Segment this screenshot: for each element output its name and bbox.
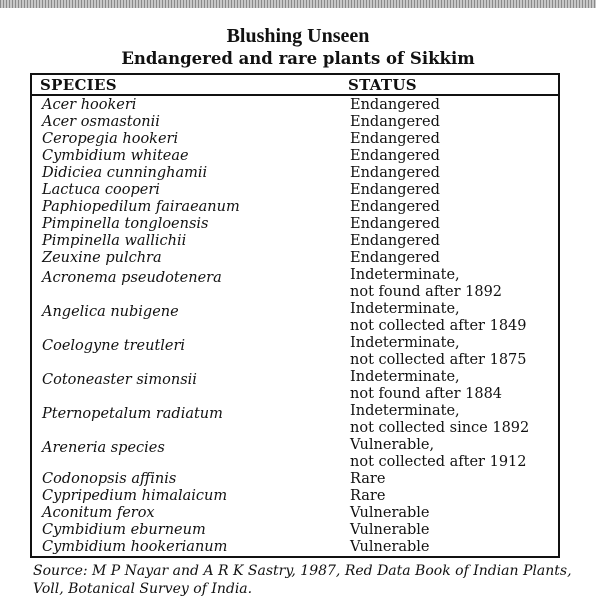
- status-line: Endangered: [350, 250, 440, 266]
- species-name: Zeuxine pulchra: [42, 250, 162, 266]
- status-line: Endangered: [350, 165, 440, 181]
- table-body: [32, 97, 558, 556]
- status-line: Endangered: [350, 216, 440, 232]
- page-title: Blushing Unseen: [226, 25, 370, 47]
- status-line: Indeterminate,: [350, 267, 460, 283]
- status-value: [350, 335, 558, 369]
- status-line: not found after 1884: [350, 386, 503, 402]
- species-name: Cotoneaster simonsii: [42, 372, 197, 388]
- species-status-table: [30, 73, 560, 558]
- species-name: Didiciea cunninghamii: [42, 165, 208, 181]
- table-row: [32, 165, 558, 182]
- status-value: [350, 369, 558, 403]
- species-name: Ceropegia hookeri: [42, 131, 179, 147]
- status-line: Rare: [350, 471, 386, 487]
- species-name: Coelogyne treutleri: [42, 338, 186, 354]
- table-row: [32, 488, 558, 505]
- species-name: Angelica nubigene: [42, 304, 179, 320]
- table-row: [32, 148, 558, 165]
- source-citation: Source: M P Nayar and A R K Sastry, 1987, Red Data Book of Indian Plants, Voll, Botanical Survey of India.: [33, 563, 572, 597]
- status-value: [350, 97, 558, 114]
- table-row: [32, 233, 558, 250]
- table-row: [32, 335, 558, 369]
- species-name: Pimpinella wallichii: [42, 233, 187, 249]
- status-line: Vulnerable: [350, 522, 430, 538]
- table-row: [32, 301, 558, 335]
- status-value: [350, 250, 558, 267]
- status-value: [350, 182, 558, 199]
- status-line: not collected after 1912: [350, 454, 527, 470]
- species-name: Cypripedium himalaicum: [42, 488, 228, 504]
- species-name: Pimpinella tongloensis: [42, 216, 209, 232]
- status-value: [350, 437, 558, 471]
- table-row: [32, 522, 558, 539]
- status-line: Vulnerable: [350, 505, 430, 521]
- species-name: Cymbidium hookerianum: [42, 539, 228, 555]
- table-row: [32, 471, 558, 488]
- table-row: [32, 403, 558, 437]
- status-line: Endangered: [350, 114, 440, 130]
- table-row: [32, 437, 558, 471]
- status-line: not found after 1892: [350, 284, 503, 300]
- status-value: [350, 522, 558, 539]
- status-line: Indeterminate,: [350, 403, 460, 419]
- status-line: Vulnerable: [350, 539, 430, 555]
- status-value: [350, 216, 558, 233]
- table-row: [32, 131, 558, 148]
- species-name: Acer hookeri: [42, 97, 137, 113]
- status-value: [350, 131, 558, 148]
- table-row: [32, 267, 558, 301]
- species-name: Acronema pseudotenera: [42, 270, 222, 286]
- status-line: Indeterminate,: [350, 301, 460, 317]
- table-header-row: [32, 75, 558, 96]
- species-name: Cymbidium whiteae: [42, 148, 189, 164]
- species-name: Cymbidium eburneum: [42, 522, 206, 538]
- table-row: [32, 97, 558, 114]
- table-row: [32, 182, 558, 199]
- table-row: [32, 505, 558, 522]
- status-line: Endangered: [350, 233, 440, 249]
- status-value: [350, 148, 558, 165]
- status-line: not collected since 1892: [350, 420, 530, 436]
- status-line: Endangered: [350, 148, 440, 164]
- table-row: [32, 114, 558, 131]
- page-subtitle: Endangered and rare plants of Sikkim: [121, 49, 475, 68]
- species-name: Areneria species: [42, 440, 165, 456]
- status-line: Indeterminate,: [350, 369, 460, 385]
- table-row: [32, 250, 558, 267]
- status-value: [350, 471, 558, 488]
- table-row: [32, 216, 558, 233]
- status-line: Endangered: [350, 97, 440, 113]
- species-name: Aconitum ferox: [42, 505, 155, 521]
- status-line: not collected after 1849: [350, 318, 527, 334]
- status-value: [350, 199, 558, 216]
- table-row: [32, 369, 558, 403]
- species-name: Paphiopedilum fairaeanum: [42, 199, 240, 215]
- table-row: [32, 199, 558, 216]
- table-row: [32, 539, 558, 556]
- status-value: [350, 539, 558, 556]
- top-decorative-rule: [0, 0, 596, 8]
- status-line: Rare: [350, 488, 386, 504]
- status-value: [350, 505, 558, 522]
- species-name: Lactuca cooperi: [42, 182, 160, 198]
- species-column-header: SPECIES: [40, 76, 117, 94]
- status-value: [350, 301, 558, 335]
- status-column-header: STATUS: [348, 76, 417, 94]
- status-value: [350, 165, 558, 182]
- status-line: Endangered: [350, 131, 440, 147]
- status-line: Endangered: [350, 182, 440, 198]
- status-line: Vulnerable,: [350, 437, 435, 453]
- status-value: [350, 267, 558, 301]
- species-name: Codonopsis affinis: [42, 471, 177, 487]
- species-name: Pternopetalum radiatum: [42, 406, 223, 422]
- status-line: not collected after 1875: [350, 352, 527, 368]
- status-value: [350, 488, 558, 505]
- status-value: [350, 403, 558, 437]
- status-value: [350, 114, 558, 131]
- status-line: Indeterminate,: [350, 335, 460, 351]
- status-value: [350, 233, 558, 250]
- status-line: Endangered: [350, 199, 440, 215]
- species-name: Acer osmastonii: [42, 114, 160, 130]
